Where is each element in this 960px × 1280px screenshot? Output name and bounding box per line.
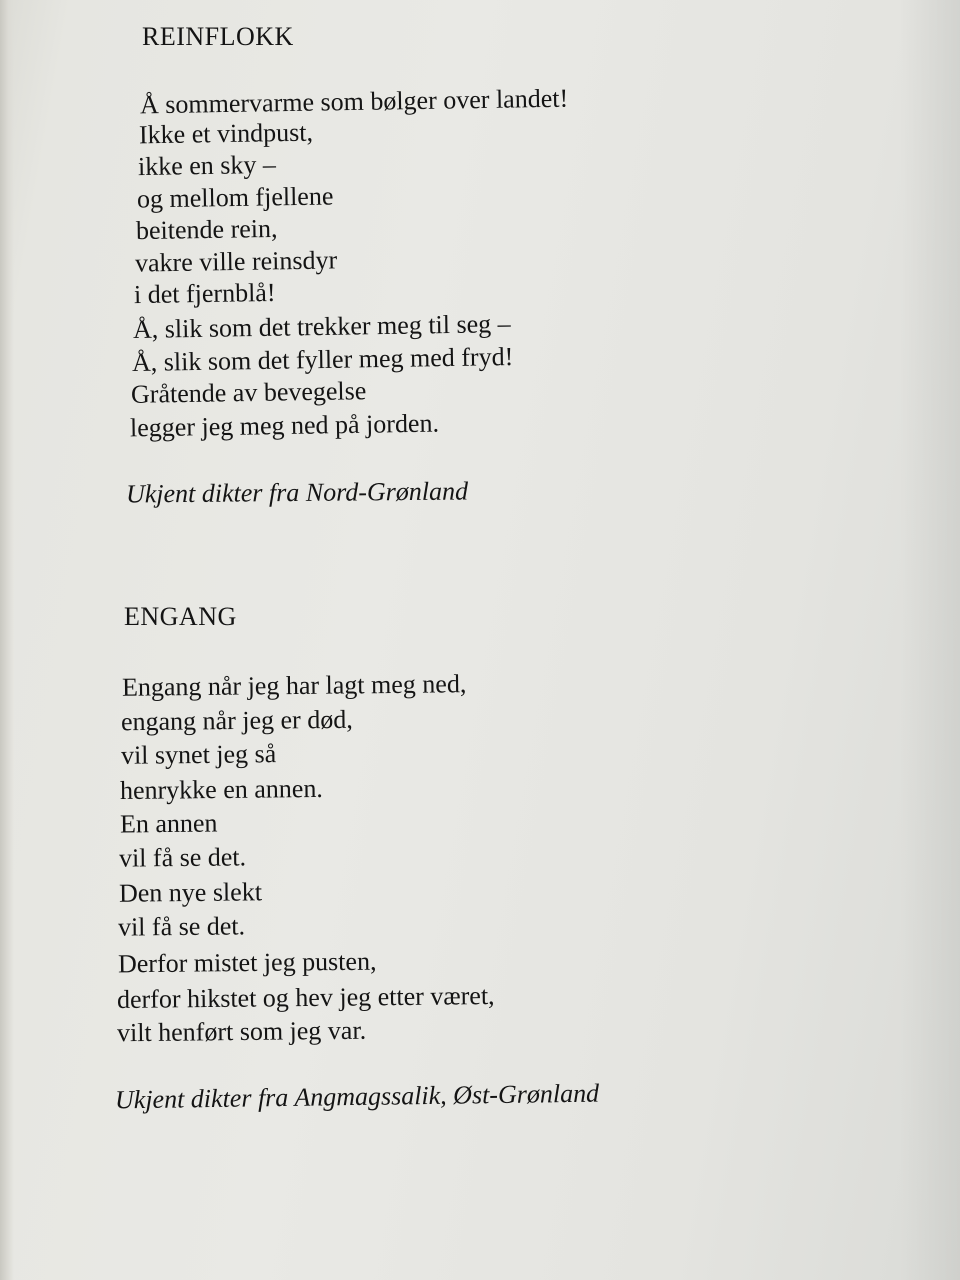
poem-title: REINFLOKK <box>142 22 294 51</box>
poem-line: Å, slik som det fyller meg med fryd! <box>131 342 514 377</box>
poem-line: ikke en sky – <box>137 149 277 182</box>
poem-line: Derfor mistet jeg pusten, <box>117 946 377 979</box>
poem-author: Ukjent dikter fra Angmagssalik, Øst-Grønland <box>114 1078 600 1115</box>
poem-line: vil synet jeg så <box>120 739 277 770</box>
page-edge <box>0 0 14 1280</box>
poem-line: derfor hikstet og hev jeg etter været, <box>116 981 495 1014</box>
poem-line: Å, slik som det trekker meg til seg – <box>132 309 511 344</box>
poem-line: vakre ville reinsdyr <box>134 245 338 278</box>
poem-line: vil få se det. <box>118 842 247 873</box>
poem-line: Gråtende av bevegelse <box>130 376 367 409</box>
poem-line: og mellom fjellene <box>136 181 334 214</box>
poem-line: beitende rein, <box>135 213 278 246</box>
poem-title: ENGANG <box>124 602 237 631</box>
poem-line: vil få se det. <box>117 911 246 942</box>
poem-line: vilt henført som jeg var. <box>116 1015 367 1048</box>
page-shadow <box>900 0 960 1280</box>
poem-line: Den nye slekt <box>118 877 263 908</box>
poem-author: Ukjent dikter fra Nord-Grønland <box>125 476 469 509</box>
poem-line: En annen <box>119 808 218 839</box>
poem-line: Å sommervarme som bølger over landet! <box>139 83 569 120</box>
poem-line: i det fjernblå! <box>133 277 276 310</box>
poem-line: engang når jeg er død, <box>120 704 353 737</box>
poem-line: Ikke et vindpust, <box>138 117 314 150</box>
poem-line: henrykke en annen. <box>119 773 324 806</box>
poem-line: Engang når jeg har lagt meg ned, <box>121 669 467 702</box>
poem-line: legger jeg meg ned på jorden. <box>129 408 440 443</box>
